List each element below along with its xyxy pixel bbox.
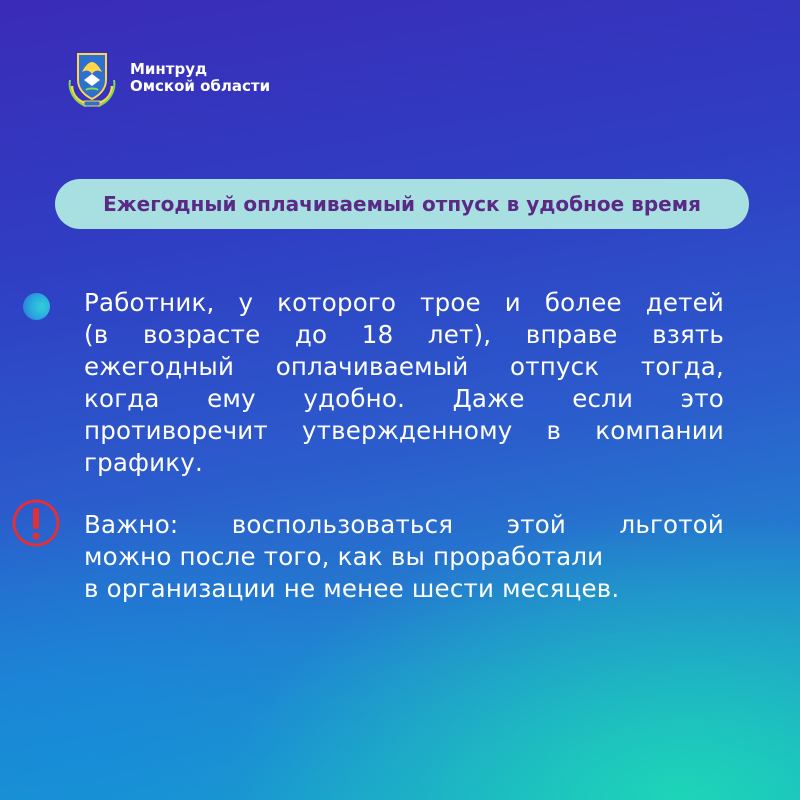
paragraph-line: в организации не менее шести месяцев. xyxy=(84,574,620,603)
title-text: Ежегодный оплачиваемый отпуск в удобное время xyxy=(103,192,701,216)
ministry-name-line2: Омской области xyxy=(130,77,271,95)
paragraph-line: Работник, у которого трое и более детей xyxy=(84,288,724,317)
paragraph-line: (в возрасте до 18 лет), вправе взять xyxy=(84,320,724,349)
paragraph-line: можно после того, как вы проработали xyxy=(84,542,604,571)
paragraph-line: противоречит утвержденному в компании xyxy=(84,416,724,445)
circle-bullet-icon xyxy=(23,293,50,320)
ministry-name-line1: Минтруд xyxy=(130,60,208,78)
exclamation-circle-icon xyxy=(11,498,61,548)
title-banner xyxy=(55,179,749,229)
paragraph-line: ежегодный оплачиваемый отпуск тогда, xyxy=(84,352,724,381)
paragraph-important xyxy=(84,509,724,605)
ministry-logo xyxy=(60,46,530,110)
paragraph-line: графику. xyxy=(84,448,203,477)
paragraph-line: когда ему удобно. Даже если это xyxy=(84,384,724,413)
ministry-name xyxy=(130,61,270,95)
coat-of-arms-icon xyxy=(60,46,124,110)
paragraph-line: Важно: воспользоваться этой льготой xyxy=(84,510,724,539)
paragraph-main xyxy=(84,287,724,479)
